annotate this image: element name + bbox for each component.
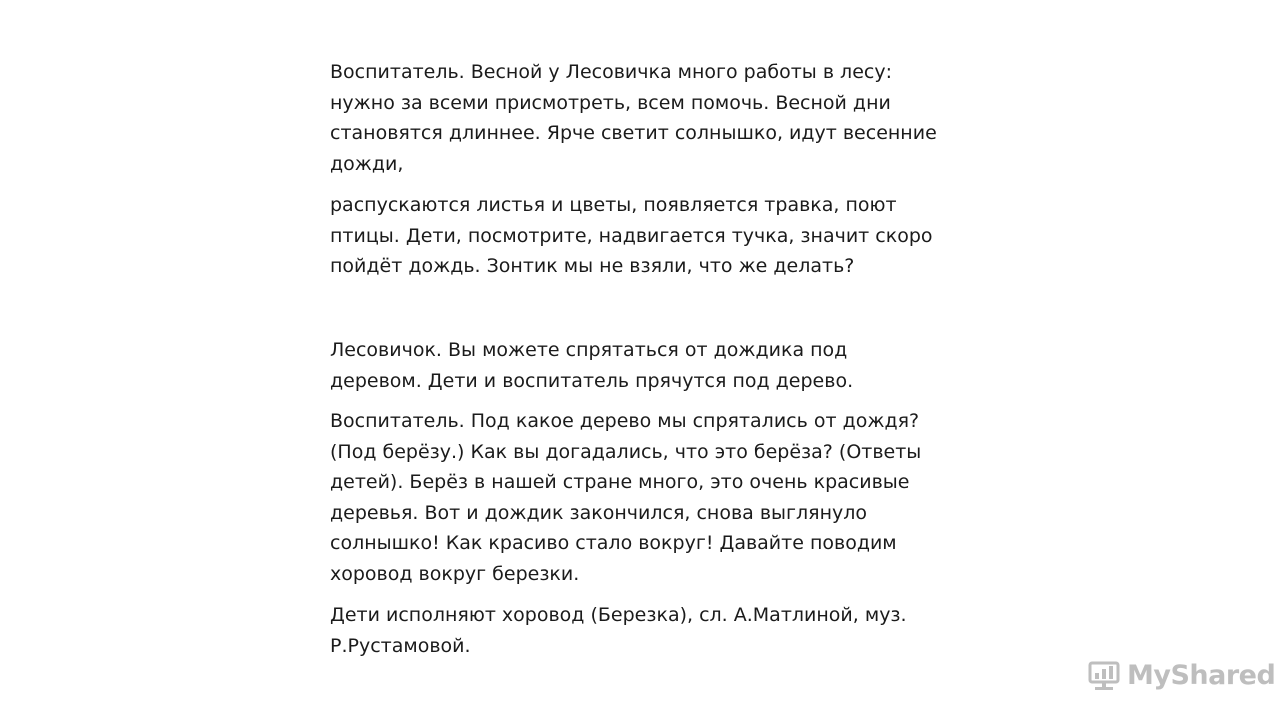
paragraph-4: Воспитатель. Под какое дерево мы спрятались от дождя? (Под берёзу.) Как вы догадались, что это берёза? (Ответы детей). Берёз в нашей стране много, это очень красивые деревья. Вот и дождик закончился, снова выглянуло солнышко! Как красиво стало вокруг! Давайте поводим хоровод вокруг березки. [330,410,922,585]
watermark-text: MyShared [1127,659,1276,691]
paragraph-2: распускаются листья и цветы, появляется травка, поют птицы. Дети, посмотрите, надвигается тучка, значит скоро пойдёт дождь. Зонтик мы не взяли, что же делать? [330,194,933,277]
paragraph-3: Лесовичок. Вы можете спрятаться от дождика под деревом. Дети и воспитатель прячутся под дерево. [330,339,854,392]
paragraph-1: Воспитатель. Весной у Лесовичка много работы в лесу: нужно за всеми присмотреть, всем помочь. Весной дни становятся длиннее. Ярче светит солнышко, идут весенние дожди, [330,61,937,175]
myshared-watermark [1087,657,1275,693]
paragraph-5: Дети исполняют хоровод (Березка), сл. А.Матлиной, муз. Р.Рустамовой. [330,604,907,657]
myshared-logo-icon [1087,658,1121,692]
